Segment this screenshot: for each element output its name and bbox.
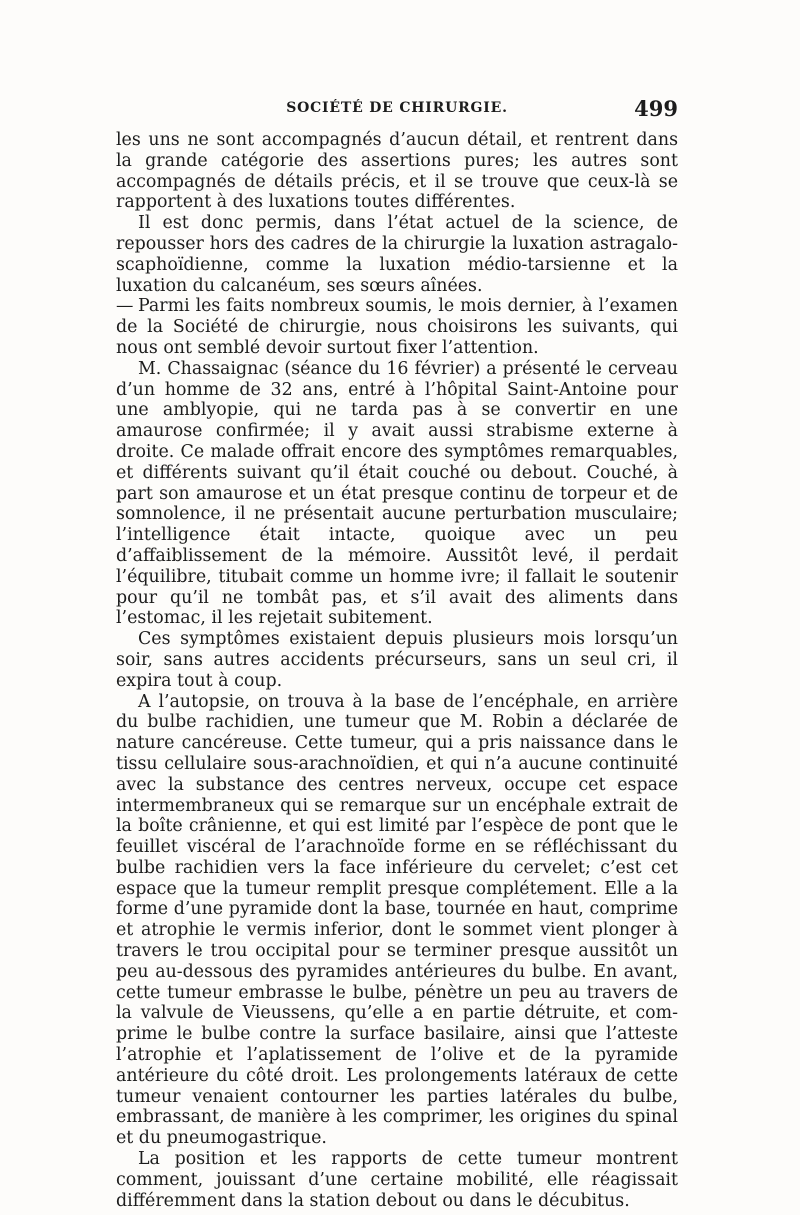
paragraph-tumor-position: La position et les rapports de cette tumeur montrent comment, jouissant d’une certaine mobilité, elle réagissait différemment dans la station debout ou dans le décubitus. xyxy=(116,1149,678,1211)
running-title: SOCIÉTÉ DE CHIRURGIE. xyxy=(286,100,508,116)
paragraph-conclusion: Il est donc permis, dans l’état actuel de la science, de repousser hors des cadres de la chirurgie la luxation astragalo-scaphoïdienne, comme la luxation médio-tarsienne et la luxation du calcanéum, ses sœurs aînées. xyxy=(116,213,678,296)
body-text xyxy=(116,130,678,1211)
page-number: 499 xyxy=(634,96,678,121)
paragraph-continuation: les uns ne sont accompagnés d’aucun détail, et rentrent dans la grande catégorie des assertions pures; les autres sont accompagnés de détails précis, et il se trouve que ceux-là se rapportent à des luxations toutes différentes. xyxy=(116,130,678,213)
em-dash: — xyxy=(116,296,134,317)
running-head xyxy=(116,98,678,122)
paragraph-autopsy: A l’autopsie, on trouva à la base de l’encéphale, en arrière du bulbe rachidien, une tumeur que M. Robin a déclarée de nature cancéreuse. Cette tumeur, qui a pris naissance dans le tissu cellulaire sous-arachnoïdien, et qui n’a aucune continuité avec la substance des centres nerveux, occupe cet espace intermembraneux qui se remarque sur un encéphale extrait de la boîte crânienne, et qui est limité par l’espèce de pont que le feuillet viscéral de l’arachnoïde forme en se réfléchissant du bulbe rachidien vers la face inférieure du cervelet; c’est cet espace que la tumeur remplit presque complétement. Elle a la forme d’une pyramide dont la base, tournée en haut, comprime et atrophie le vermis inferior, dont le sommet vient plonger à travers le trou occipital pour se terminer presque aussitôt un peu au-dessous des pyramides antérieures du bulbe. En avant, cette tumeur embrasse le bulbe, pénètre un peu au travers de la valvule de Vieussens, qu’elle a en partie détruite, et comprime le bulbe contre la surface basilaire, ainsi que l’atteste l’atrophie et l’aplatissement de l’olive et de la pyramide antérieure du côté droit. Les prolongements latéraux de cette tumeur venaient contourner les parties latérales du bulbe, embrassant, de manière à les comprimer, les origines du spinal et du pneumogastrique. xyxy=(116,691,678,1149)
paragraph-society-intro-text: Parmi les faits nombreux soumis, le mois dernier, à l’examen de la Société de chirurgie, nous choisirons les suivants, qui nous ont semblé devoir surtout fixer l’attention. xyxy=(116,296,678,358)
paragraph-case-history: M. Chassaignac (séance du 16 février) a présenté le cerveau d’un homme de 32 ans, entré à l’hôpital Saint-Antoine pour une amblyopie, qui ne tarda pas à se convertir en une amaurose confirmée; il y avait aussi strabisme externe à droite. Ce malade offrait encore des symptômes remarquables, et différents suivant qu’il était couché ou debout. Couché, à part son amaurose et un état presque continu de torpeur et de somnolence, il ne présentait aucune perturbation musculaire; l’intelligence était intacte, quoique avec un peu d’affaiblissement de la mémoire. Aussitôt levé, il perdait l’équilibre, titubait comme un homme ivre; il fallait le soutenir pour qu’il ne tombât pas, et s’il avait des aliments dans l’estomac, il les rejetait subitement. xyxy=(116,358,678,629)
paragraph-society-intro xyxy=(116,296,678,358)
paragraph-death: Ces symptômes existaient depuis plusieurs mois lorsqu’un soir, sans autres accidents précurseurs, sans un seul cri, il expira tout à coup. xyxy=(116,629,678,691)
